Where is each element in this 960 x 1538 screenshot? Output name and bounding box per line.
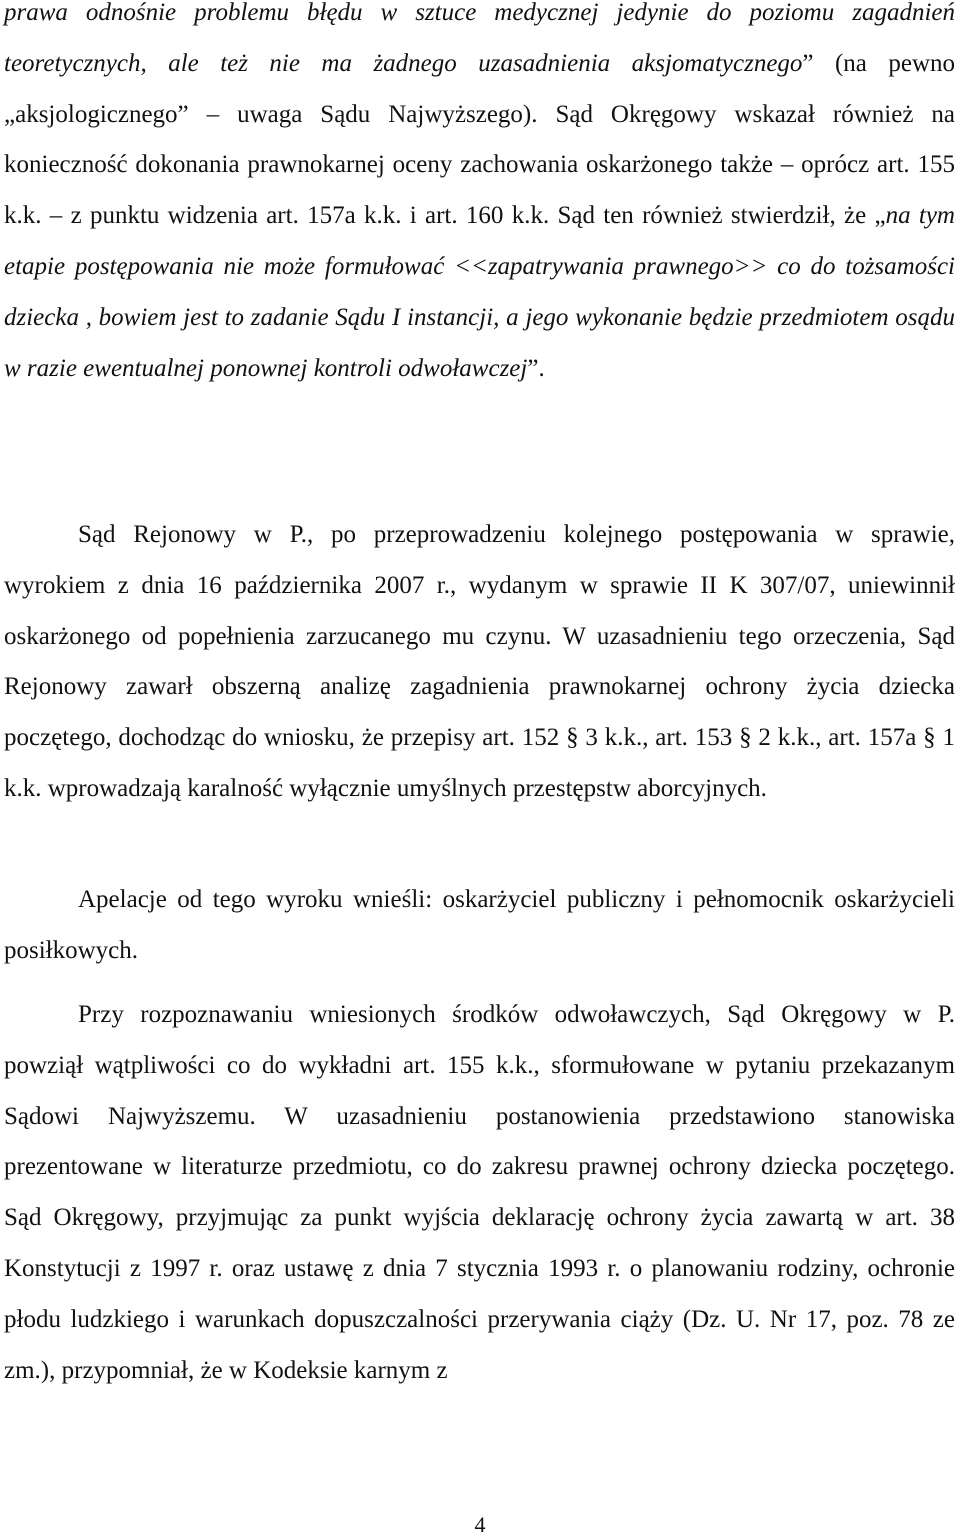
page-number: 4	[474, 1512, 486, 1537]
paragraph-2-text: Sąd Rejonowy w P., po przeprowadzeniu kolejnego postępowania w sprawie, wyrokiem z dnia 16 października 2007 r., wydanym w sprawie II K 307/07, uniewinnił oskarżonego od popełnienia zarzucanego mu czynu. W uzasadnieniu tego orzeczenia, Sąd Rejonowy zawarł obszerną analizę zagadnienia prawnokarnej ochrony życia dziecka poczętego, dochodząc do wniosku, że przepisy art. 152 § 3 k.k., art. 153 § 2 k.k., art. 157a § 1 k.k. wprowadzają karalność wyłącznie umyślnych przestępstw aborcyjnych.	[4, 521, 955, 802]
paragraph-4-text: Przy rozpoznawaniu wniesionych środków odwoławczych, Sąd Okręgowy w P. powziął wątpliwości co do wykładni art. 155 k.k., sformułowane w pytaniu przekazanym Sądowi Najwyższemu. W uzasadnieniu postanowienia przedstawiono stanowiska prezentowane w literaturze przedmiotu, co do zakresu prawnej ochrony dziecka poczętego. Sąd Okręgowy, przyjmując za punkt wyjścia deklarację ochrony życia zawartą w art. 38 Konstytucji z 1997 r. oraz ustawę z dnia 7 stycznia 1993 r. o planowaniu rodziny, ochronie płodu ludzkiego i warunkach dopuszczalności przerywania ciąży (Dz. U. Nr 17, poz. 78 ze zm.), przypomniał, że w Kodeksie karnym z	[4, 1001, 955, 1384]
paragraph-1	[4, 0, 955, 394]
paragraph-2	[4, 510, 955, 815]
paragraph-1-segment-3: na tym etapie postępowania nie może formułować <<zapatrywania prawnego>> co do tożsamości dziecka , bowiem jest to zadanie Sądu I instancji, a jego wykonanie będzie przedmiotem osądu w razie ewentualnej ponownej kontroli odwoławczej	[4, 202, 955, 382]
paragraph-4	[4, 990, 955, 1396]
paragraph-1-segment-4: ”.	[527, 354, 545, 382]
paragraph-3	[4, 875, 955, 977]
paragraph-1-segment-1: prawa odnośnie problemu błędu w sztuce medycznej jedynie do poziomu zagadnień teoretycznych, ale też nie ma żadnego uzasadnienia aksjomatycznego	[4, 0, 955, 77]
paragraph-1-segment-2: ” (na pewno „aksjologicznego” – uwaga Sądu Najwyższego). Sąd Okręgowy wskazał również na konieczność dokonania prawnokarnej oceny zachowania oskarżonego także – oprócz art. 155 k.k. – z punktu widzenia art. 157a k.k. i art. 160 k.k. Sąd ten również stwierdził, że „	[4, 49, 956, 230]
paragraph-3-text: Apelacje od tego wyroku wnieśli: oskarżyciel publiczny i pełnomocnik oskarżycieli posiłkowych.	[4, 886, 955, 964]
